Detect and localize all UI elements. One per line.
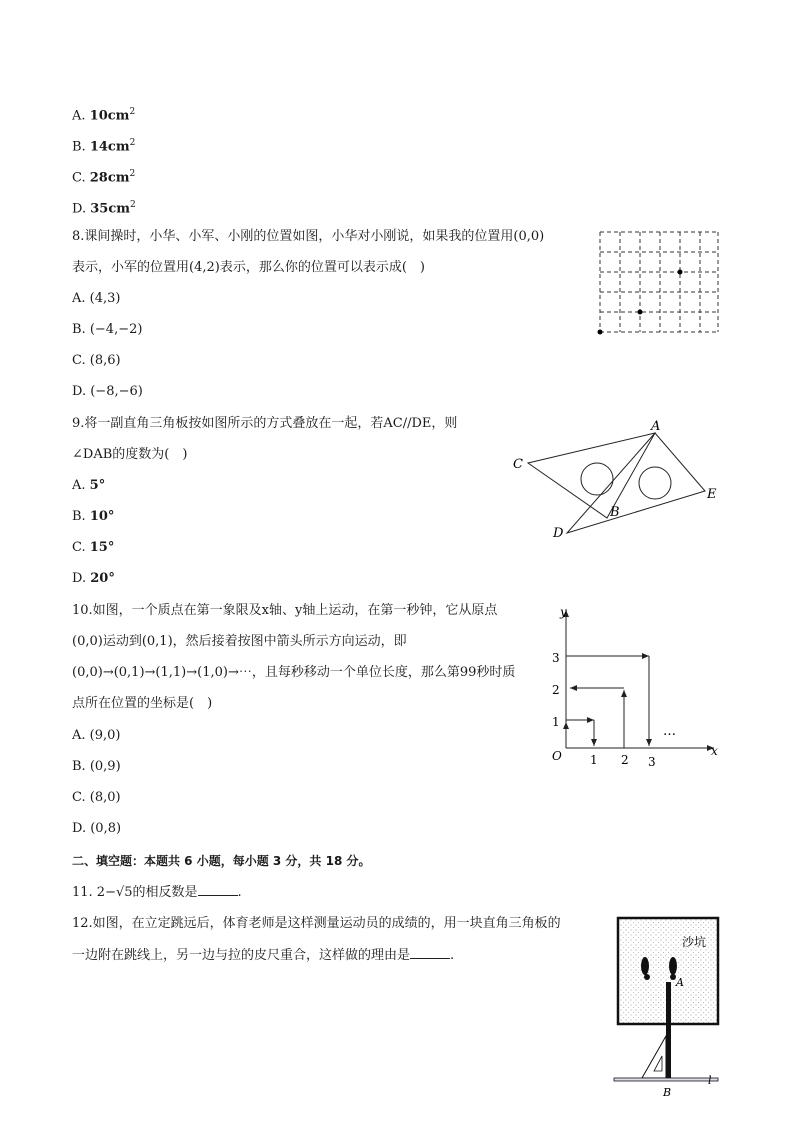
point-a-label: A — [676, 976, 684, 989]
triangle-ade — [567, 433, 705, 533]
q11-answer-blank[interactable] — [198, 883, 238, 896]
y-axis-label: y — [560, 605, 567, 619]
ellipsis: … — [663, 724, 676, 739]
q7-option-c[interactable]: C. $28cm^2$ — [72, 169, 136, 186]
q12-stem-line2: 一边附在跳线上，另一边与拉的皮尺重合，这样做的理由是 . — [72, 948, 455, 963]
q9-stem-line2: ∠DAB的度数为( ) — [72, 447, 188, 462]
y-tick-1: 1 — [552, 715, 560, 729]
q10-stem-line1: 10.如图，一个质点在第一象限及x轴、y轴上运动，在第一秒钟，它从原点 — [72, 603, 498, 618]
q10-option-a[interactable]: A. (9,0) — [72, 728, 121, 743]
q8-stem-line1: 8.课间操时，小华、小军、小刚的位置如图，小华对小刚说，如果我的位置用(0,0) — [72, 229, 545, 244]
x-tick-2: 2 — [621, 753, 629, 767]
q9-stem-line1: 9.将一副直角三角板按如图所示的方式叠放在一起，若AC//DE，则 — [72, 416, 458, 431]
q8-option-c[interactable]: C. (8,6) — [72, 353, 121, 368]
y-tick-2: 2 — [552, 683, 560, 697]
q11-stem: 11. 2−√5的相反数是 . — [72, 885, 242, 900]
footprint-right — [669, 957, 677, 975]
label-b: B — [610, 505, 620, 520]
q7-option-d[interactable]: D. $35cm^2$ — [72, 200, 136, 217]
origin-label: O — [552, 749, 562, 763]
section2-title: 二、填空题：本题共 6 小题，每小题 3 分，共 18 分。 — [72, 854, 371, 868]
q10-stem-line2: (0,0)运动到(0,1)，然后接着按图中箭头所示方向运动，即 — [72, 634, 407, 649]
q8-option-b[interactable]: B. (−4,−2) — [72, 322, 143, 337]
x-tick-3: 3 — [648, 755, 656, 769]
q9-option-b[interactable]: B. 10° — [72, 509, 115, 524]
triangle-hole-1 — [581, 463, 613, 495]
q8-stem-line2: 表示，小军的位置用(4,2)表示，那么你的位置可以表示成( ) — [72, 260, 425, 275]
q8-option-d[interactable]: D. (−8,−6) — [72, 384, 143, 399]
q8-grid-figure — [596, 230, 722, 336]
xiaohua-point — [598, 330, 603, 335]
q10-stem-line4: 点所在位置的坐标是( ) — [72, 696, 213, 711]
q10-path-figure — [546, 598, 726, 770]
q10-option-d[interactable]: D. (0,8) — [72, 821, 122, 836]
x-tick-1: 1 — [590, 753, 598, 767]
line-l-label: l — [708, 1074, 712, 1087]
q9-option-c[interactable]: C. 15° — [72, 540, 115, 555]
footprint-left — [641, 957, 649, 975]
triangle-hole-2 — [639, 467, 671, 499]
set-square — [642, 1036, 666, 1078]
label-a: A — [651, 419, 661, 434]
y-tick-3: 3 — [552, 651, 560, 665]
q10-stem-line3: (0,0)→(0,1)→(1,1)→(1,0)→⋯，且每秒移动一个单位长度，那么第99秒时质 — [72, 665, 516, 680]
sandpit-label: 沙坑 — [682, 935, 707, 949]
jump-line — [614, 1078, 718, 1081]
q12-sandpit-figure — [610, 914, 724, 1100]
xiaojun-point — [638, 310, 643, 315]
q7-option-a[interactable]: A. $10cm^2$ — [72, 107, 136, 124]
q10-option-c[interactable]: C. (8,0) — [72, 790, 121, 805]
x-axis-label: x — [711, 744, 718, 758]
label-d: D — [553, 526, 564, 541]
q7-option-b[interactable]: B. $14cm^2$ — [72, 138, 136, 155]
q10-option-b[interactable]: B. (0,9) — [72, 759, 121, 774]
xiaogang-point — [678, 270, 683, 275]
label-c: C — [513, 457, 523, 472]
q8-option-a[interactable]: A. (4,3) — [72, 291, 121, 306]
point-b-label: B — [663, 1086, 672, 1099]
q12-stem-line1: 12.如图，在立定跳远后，体育老师是这样测量运动员的成绩的，用一块直角三角板的 — [72, 916, 561, 931]
label-e: E — [707, 487, 717, 502]
tape-measure — [666, 982, 671, 1080]
q12-answer-blank[interactable] — [410, 946, 450, 959]
q9-option-a[interactable]: A. 5° — [72, 478, 106, 493]
q9-triangles-figure — [508, 415, 723, 543]
q9-option-d[interactable]: D. 20° — [72, 571, 115, 586]
